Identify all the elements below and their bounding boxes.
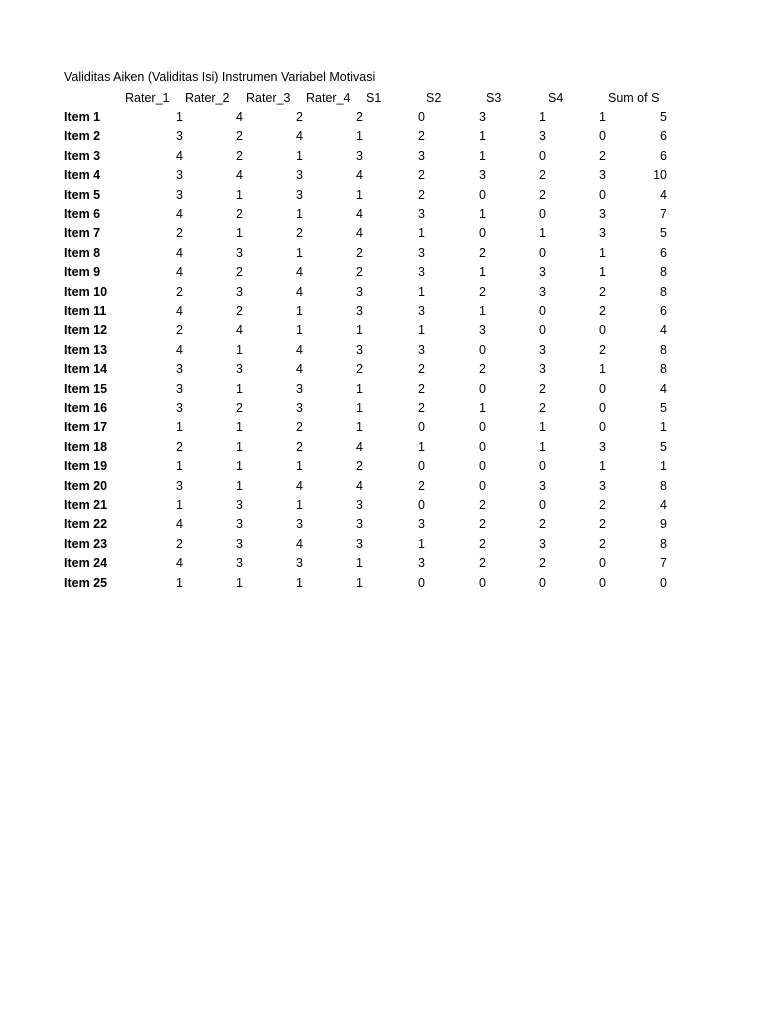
table-cell: 2 (296, 439, 303, 454)
table-cell: 4 (660, 498, 667, 512)
table-cell: 1 (479, 304, 486, 318)
table-cell: 3 (236, 498, 243, 512)
table-cell: 2 (176, 226, 183, 241)
row-label: Item 4 (64, 168, 101, 183)
table-cell: 3 (296, 381, 303, 396)
table-cell: 1 (539, 110, 546, 124)
column-header: S2 (426, 91, 442, 105)
table-cell: 6 (660, 129, 667, 144)
table-cell: 2 (599, 342, 606, 357)
table-cell: 2 (599, 536, 606, 551)
table-cell: 3 (176, 129, 183, 144)
table-cell: 4 (356, 226, 363, 241)
table-cell: 3 (479, 168, 486, 183)
row-label: Item 3 (64, 148, 101, 163)
row-label: Item 6 (64, 207, 101, 221)
table-cell: 3 (356, 342, 363, 357)
table-cell: 5 (660, 110, 667, 124)
table-row (0, 108, 768, 127)
table-cell: 3 (356, 536, 363, 551)
table-cell: 1 (176, 498, 183, 512)
table-cell: 0 (599, 575, 606, 590)
table-cell: 1 (356, 401, 363, 415)
table-row (0, 360, 768, 379)
table-cell: 3 (176, 168, 183, 183)
table-cell: 2 (296, 226, 303, 241)
table-cell: 8 (660, 342, 667, 357)
table-row (0, 438, 768, 457)
row-label: Item 12 (64, 323, 108, 338)
table-cell: 2 (418, 129, 425, 144)
table-row (0, 399, 768, 418)
table-cell: 1 (539, 226, 546, 241)
table-row (0, 244, 768, 263)
table-cell: 1 (418, 536, 425, 551)
table-row (0, 127, 768, 146)
table-cell: 2 (599, 284, 606, 299)
table-row (0, 341, 768, 360)
table-cell: 0 (599, 323, 606, 338)
table-cell: 1 (296, 498, 303, 512)
table-cell: 0 (479, 187, 486, 202)
table-cell: 3 (418, 556, 425, 571)
table-cell: 2 (599, 304, 606, 318)
table-cell: 1 (418, 226, 425, 241)
table-cell: 3 (539, 342, 546, 357)
column-header: Sum of S (608, 91, 660, 105)
table-cell: 1 (539, 420, 546, 435)
table-cell: 1 (236, 439, 243, 454)
table-cell: 0 (479, 459, 486, 474)
table-cell: 0 (539, 304, 546, 318)
table-cell: 2 (356, 265, 363, 280)
table-cell: 1 (296, 148, 303, 163)
table-cell: 2 (176, 323, 183, 338)
table-cell: 3 (599, 168, 606, 183)
table-cell: 0 (539, 498, 546, 512)
table-cell: 1 (599, 459, 606, 474)
table-cell: 1 (236, 575, 243, 590)
table-cell: 8 (660, 284, 667, 299)
table-cell: 2 (418, 381, 425, 396)
row-label: Item 1 (64, 110, 101, 124)
table-cell: 1 (236, 420, 243, 435)
table-cell: 1 (479, 148, 486, 163)
table-cell: 0 (539, 575, 546, 590)
table-cell: 4 (296, 129, 303, 144)
table-row (0, 263, 768, 282)
table-cell: 3 (599, 226, 606, 241)
row-label: Item 20 (64, 478, 108, 493)
table-cell: 2 (356, 362, 363, 377)
table-cell: 4 (176, 517, 183, 532)
table-cell: 8 (660, 536, 667, 551)
table-cell: 4 (660, 323, 667, 338)
table-cell: 2 (236, 207, 243, 221)
table-cell: 4 (356, 207, 363, 221)
table-cell: 6 (660, 304, 667, 318)
row-label: Item 16 (64, 401, 108, 415)
table-cell: 3 (176, 187, 183, 202)
table-cell: 3 (539, 536, 546, 551)
table-cell: 2 (539, 168, 546, 183)
table-row (0, 283, 768, 302)
table-cell: 2 (479, 517, 486, 532)
table-cell: 3 (418, 304, 425, 318)
table-cell: 5 (660, 401, 667, 415)
table-cell: 1 (176, 459, 183, 474)
table-cell: 1 (479, 401, 486, 415)
table-cell: 4 (176, 265, 183, 280)
table-cell: 4 (176, 148, 183, 163)
table-cell: 1 (418, 323, 425, 338)
table-cell: 3 (236, 362, 243, 377)
table-cell: 3 (418, 245, 425, 260)
table-cell: 1 (356, 129, 363, 144)
table-cell: 2 (296, 110, 303, 124)
table-cell: 0 (479, 439, 486, 454)
table-cell: 3 (176, 401, 183, 415)
table-row (0, 515, 768, 534)
table-row (0, 457, 768, 476)
table-cell: 4 (660, 381, 667, 396)
table-cell: 4 (296, 342, 303, 357)
table-cell: 3 (236, 536, 243, 551)
table-cell: 1 (599, 362, 606, 377)
table-cell: 1 (599, 245, 606, 260)
table-cell: 2 (599, 498, 606, 512)
table-cell: 1 (296, 207, 303, 221)
table-cell: 4 (236, 323, 243, 338)
table-cell: 1 (539, 439, 546, 454)
table-cell: 1 (479, 265, 486, 280)
table-cell: 3 (539, 284, 546, 299)
table-cell: 4 (236, 168, 243, 183)
table-row (0, 477, 768, 496)
table-cell: 2 (539, 517, 546, 532)
table-cell: 3 (356, 517, 363, 532)
table-row (0, 224, 768, 243)
table-cell: 2 (356, 459, 363, 474)
table-cell: 2 (296, 420, 303, 435)
column-header: Rater_4 (306, 91, 351, 105)
table-cell: 4 (176, 304, 183, 318)
table-row (0, 496, 768, 515)
table-cell: 3 (418, 265, 425, 280)
column-header: S4 (548, 91, 564, 105)
table-row (0, 535, 768, 554)
table-cell: 2 (176, 439, 183, 454)
table-cell: 3 (418, 207, 425, 221)
table-cell: 3 (296, 187, 303, 202)
table-cell: 3 (236, 245, 243, 260)
table-cell: 1 (296, 304, 303, 318)
table-cell: 1 (176, 575, 183, 590)
table-cell: 1 (176, 420, 183, 435)
header-row (0, 89, 768, 108)
table-cell: 2 (539, 556, 546, 571)
table-cell: 0 (599, 556, 606, 571)
table-cell: 1 (236, 226, 243, 241)
table-cell: 2 (236, 148, 243, 163)
table-cell: 3 (236, 284, 243, 299)
row-label: Item 24 (64, 556, 108, 571)
table-cell: 4 (176, 342, 183, 357)
row-label: Item 15 (64, 381, 108, 396)
table-cell: 3 (356, 148, 363, 163)
table-cell: 1 (356, 187, 363, 202)
table-row (0, 302, 768, 321)
table-row (0, 147, 768, 166)
table-cell: 1 (660, 459, 667, 474)
table-cell: 3 (296, 168, 303, 183)
table-row (0, 380, 768, 399)
table-cell: 2 (479, 362, 486, 377)
table-cell: 3 (236, 556, 243, 571)
table-cell: 1 (236, 478, 243, 493)
table-row (0, 321, 768, 340)
table-cell: 2 (479, 284, 486, 299)
table-cell: 1 (418, 284, 425, 299)
table-cell: 4 (660, 187, 667, 202)
row-label: Item 5 (64, 187, 101, 202)
table-row (0, 205, 768, 224)
table-cell: 0 (599, 187, 606, 202)
table-cell: 0 (479, 381, 486, 396)
table-cell: 0 (539, 459, 546, 474)
table-cell: 2 (418, 401, 425, 415)
table-cell: 0 (599, 129, 606, 144)
column-header: S1 (366, 91, 382, 105)
table-cell: 1 (236, 381, 243, 396)
table-cell: 1 (356, 575, 363, 590)
table-cell: 0 (599, 381, 606, 396)
table-row (0, 554, 768, 573)
row-label: Item 17 (64, 420, 108, 435)
table-cell: 2 (236, 304, 243, 318)
table-cell: 1 (236, 459, 243, 474)
table-cell: 3 (418, 517, 425, 532)
table-cell: 3 (479, 110, 486, 124)
table-cell: 0 (418, 420, 425, 435)
row-label: Item 22 (64, 517, 108, 532)
table-cell: 6 (660, 148, 667, 163)
table-cell: 4 (296, 284, 303, 299)
table-cell: 5 (660, 439, 667, 454)
table-cell: 8 (660, 478, 667, 493)
table-cell: 3 (418, 148, 425, 163)
table-cell: 4 (356, 168, 363, 183)
table-cell: 4 (296, 536, 303, 551)
table-cell: 2 (599, 148, 606, 163)
table-cell: 1 (176, 110, 183, 124)
table-cell: 0 (599, 401, 606, 415)
table-cell: 9 (660, 517, 667, 532)
table-cell: 3 (296, 517, 303, 532)
table-cell: 1 (356, 556, 363, 571)
row-label: Item 18 (64, 439, 108, 454)
table-cell: 0 (479, 478, 486, 493)
table-cell: 6 (660, 245, 667, 260)
table-cell: 4 (176, 556, 183, 571)
table-row (0, 418, 768, 437)
table-cell: 0 (479, 420, 486, 435)
table-cell: 1 (418, 439, 425, 454)
table-cell: 3 (479, 323, 486, 338)
table-cell: 2 (176, 284, 183, 299)
table-cell: 2 (479, 245, 486, 260)
table-cell: 0 (539, 323, 546, 338)
row-label: Item 7 (64, 226, 101, 241)
table-cell: 5 (660, 226, 667, 241)
table-cell: 0 (418, 575, 425, 590)
table-cell: 3 (418, 342, 425, 357)
table-cell: 1 (236, 187, 243, 202)
table-cell: 2 (479, 498, 486, 512)
table-cell: 4 (356, 478, 363, 493)
table-cell: 0 (660, 575, 667, 590)
table-cell: 8 (660, 362, 667, 377)
row-label: Item 10 (64, 284, 108, 299)
row-label: Item 11 (64, 304, 107, 318)
table-cell: 2 (418, 187, 425, 202)
table-cell: 0 (599, 420, 606, 435)
table-cell: 2 (176, 536, 183, 551)
table-cell: 4 (296, 478, 303, 493)
table-cell: 3 (296, 401, 303, 415)
row-label: Item 13 (64, 342, 108, 357)
table-row (0, 186, 768, 205)
column-header: S3 (486, 91, 502, 105)
row-label: Item 14 (64, 362, 108, 377)
table-cell: 1 (296, 323, 303, 338)
table-cell: 0 (479, 575, 486, 590)
table-cell: 4 (296, 362, 303, 377)
table-cell: 0 (418, 459, 425, 474)
table-cell: 2 (356, 110, 363, 124)
table-cell: 3 (296, 556, 303, 571)
table-cell: 2 (418, 168, 425, 183)
table-cell: 2 (236, 265, 243, 280)
table-cell: 7 (660, 207, 667, 221)
table-cell: 2 (236, 129, 243, 144)
table-cell: 0 (539, 245, 546, 260)
table-cell: 0 (479, 342, 486, 357)
table-cell: 1 (296, 459, 303, 474)
table-cell: 2 (539, 187, 546, 202)
row-label: Item 8 (64, 245, 101, 260)
table-cell: 3 (176, 478, 183, 493)
table-cell: 4 (236, 110, 243, 124)
table-cell: 0 (418, 110, 425, 124)
table-cell: 3 (539, 362, 546, 377)
table-cell: 3 (599, 478, 606, 493)
table-cell: 3 (356, 304, 363, 318)
table-cell: 8 (660, 265, 667, 280)
table-cell: 1 (356, 420, 363, 435)
table-cell: 3 (539, 478, 546, 493)
column-header: Rater_2 (185, 91, 230, 105)
table-cell: 2 (356, 245, 363, 260)
column-header: Rater_1 (125, 91, 170, 105)
row-label: Item 2 (64, 129, 101, 144)
table-row (0, 166, 768, 185)
row-label: Item 9 (64, 265, 101, 280)
table-cell: 4 (296, 265, 303, 280)
table-cell: 1 (599, 265, 606, 280)
table-cell: 3 (236, 517, 243, 532)
table-cell: 3 (176, 362, 183, 377)
table-cell: 3 (539, 265, 546, 280)
table-cell: 2 (539, 401, 546, 415)
table-cell: 1 (236, 342, 243, 357)
table-cell: 1 (296, 575, 303, 590)
table-cell: 2 (599, 517, 606, 532)
table-cell: 0 (539, 207, 546, 221)
table-cell: 1 (479, 129, 486, 144)
table-cell: 1 (599, 110, 606, 124)
table-cell: 1 (356, 381, 363, 396)
table-cell: 4 (176, 245, 183, 260)
table-cell: 2 (418, 478, 425, 493)
table-cell: 2 (479, 536, 486, 551)
table-cell: 4 (176, 207, 183, 221)
row-label: Item 23 (64, 536, 108, 551)
table-cell: 1 (479, 207, 486, 221)
table-cell: 10 (653, 168, 667, 183)
table-cell: 2 (418, 362, 425, 377)
row-label: Item 25 (64, 575, 108, 590)
row-label: Item 21 (64, 498, 108, 512)
table-cell: 2 (236, 401, 243, 415)
table-cell: 1 (296, 245, 303, 260)
table-cell: 3 (599, 439, 606, 454)
table-cell: 3 (356, 498, 363, 512)
table-cell: 1 (356, 323, 363, 338)
page-title: Validitas Aiken (Validitas Isi) Instrumen Variabel Motivasi (64, 70, 376, 84)
table-cell: 0 (418, 498, 425, 512)
table-cell: 2 (539, 381, 546, 396)
table-cell: 3 (356, 284, 363, 299)
table-cell: 3 (599, 207, 606, 221)
table-cell: 3 (176, 381, 183, 396)
table-cell: 3 (539, 129, 546, 144)
table-cell: 1 (660, 420, 667, 435)
table-cell: 2 (479, 556, 486, 571)
table-cell: 0 (539, 148, 546, 163)
row-label: Item 19 (64, 459, 108, 474)
table-cell: 7 (660, 556, 667, 571)
table-row (0, 574, 768, 593)
column-header: Rater_3 (246, 91, 291, 105)
table-cell: 4 (356, 439, 363, 454)
table-cell: 0 (479, 226, 486, 241)
